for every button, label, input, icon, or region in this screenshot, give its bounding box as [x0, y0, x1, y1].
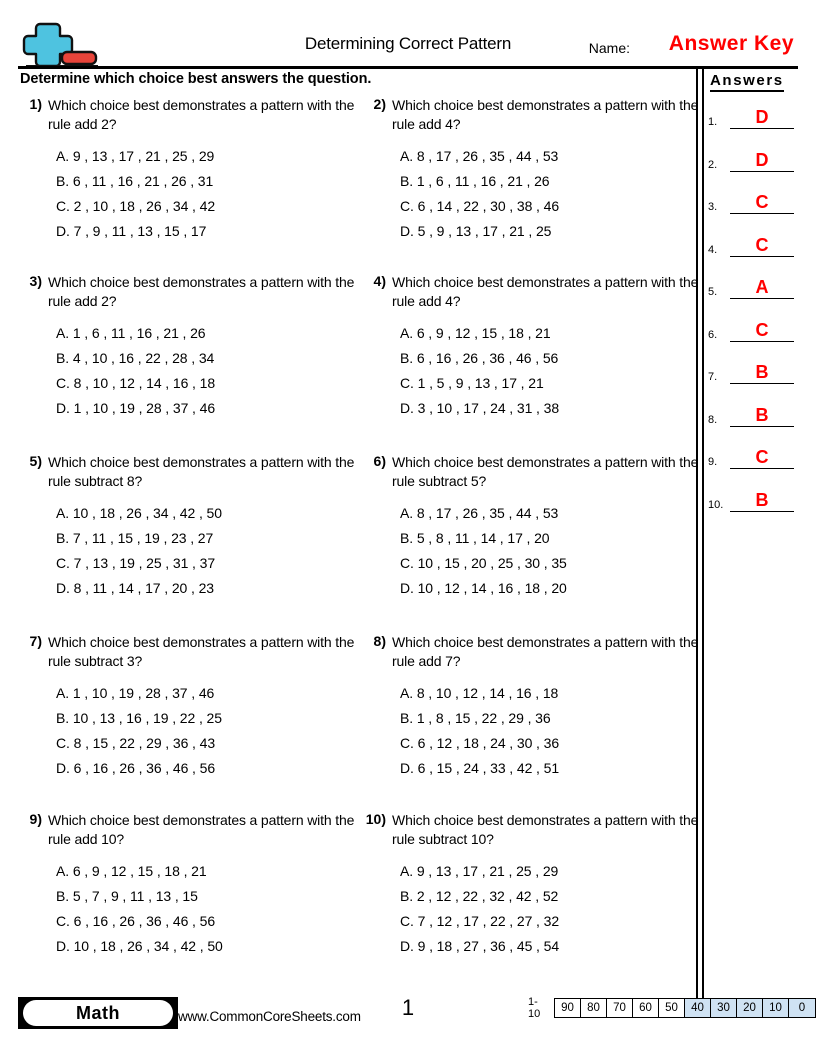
choice-option[interactable] — [400, 321, 706, 346]
grading-scale-cell: 10 — [763, 999, 789, 1017]
choice-letter: D. — [56, 938, 70, 954]
choice-letter: C. — [56, 555, 70, 571]
page-footer — [0, 995, 816, 1056]
choice-option[interactable] — [56, 321, 362, 346]
choices-list — [400, 144, 706, 244]
answer-value: C — [755, 319, 769, 340]
choice-letter: D. — [400, 580, 414, 596]
choice-sequence: 6 , 16 , 26 , 36 , 46 , 56 — [73, 760, 216, 776]
site-url: www.CommonCoreSheets.com — [178, 1009, 361, 1024]
answer-row — [708, 447, 798, 471]
choice-sequence: 1 , 5 , 9 , 13 , 17 , 21 — [417, 375, 544, 391]
question-body — [392, 453, 706, 601]
choice-option[interactable] — [400, 731, 706, 756]
question-text: Which choice best demonstrates a pattern with the rule subtract 3? — [48, 634, 355, 669]
answers-heading: Answers — [710, 72, 784, 92]
grading-scale-cell: 70 — [607, 999, 633, 1017]
choice-sequence: 4 , 10 , 16 , 22 , 28 , 34 — [72, 350, 215, 366]
answer-row — [708, 362, 798, 386]
question-10 — [360, 811, 706, 959]
question-number: 1) — [29, 96, 42, 112]
answer-row — [708, 235, 798, 259]
choice-letter: C. — [56, 198, 70, 214]
answer-value: C — [755, 234, 769, 255]
question-text: Which choice best demonstrates a pattern with the rule add 2? — [48, 274, 355, 309]
choice-option[interactable] — [56, 934, 362, 959]
grading-scale-cell: 60 — [633, 999, 659, 1017]
answer-blank-line[interactable] — [730, 490, 794, 512]
choices-list — [400, 321, 706, 421]
choice-letter: C. — [400, 555, 414, 571]
question-number: 9) — [29, 811, 42, 827]
choice-option[interactable] — [56, 576, 362, 601]
page-number: 1 — [401, 995, 415, 1020]
choice-sequence: 6 , 15 , 24 , 33 , 42 , 51 — [417, 760, 560, 776]
grading-scale-cell: 50 — [659, 999, 685, 1017]
choice-sequence: 6 , 14 , 22 , 30 , 38 , 46 — [417, 198, 560, 214]
choice-letter: B. — [56, 350, 70, 366]
answer-row — [708, 192, 798, 216]
choice-option[interactable] — [56, 526, 362, 551]
choice-option[interactable] — [56, 346, 362, 371]
question-text: Which choice best demonstrates a pattern with the rule add 10? — [48, 812, 355, 847]
choice-option[interactable] — [56, 681, 362, 706]
choice-option[interactable] — [400, 551, 706, 576]
question-number: 8) — [373, 633, 386, 649]
choice-letter: B. — [56, 710, 70, 726]
question-body — [48, 273, 362, 421]
question-body — [392, 811, 706, 959]
choice-letter: A. — [400, 505, 414, 521]
subject-badge-label: Math — [23, 1000, 173, 1026]
choices-list — [56, 859, 362, 959]
choice-sequence: 10 , 18 , 26 , 34 , 42 , 50 — [73, 938, 223, 954]
choice-letter: D. — [56, 760, 70, 776]
choice-sequence: 6 , 11 , 16 , 21 , 26 , 31 — [72, 173, 214, 189]
answer-blank-line[interactable] — [730, 107, 794, 129]
question-8 — [360, 633, 706, 781]
header-divider — [18, 66, 798, 69]
choice-sequence: 5 , 9 , 13 , 17 , 21 , 25 — [417, 223, 552, 239]
choice-sequence: 2 , 12 , 22 , 32 , 42 , 52 — [416, 888, 559, 904]
answer-blank-line[interactable] — [730, 235, 794, 257]
choice-option[interactable] — [400, 681, 706, 706]
choice-letter: C. — [56, 375, 70, 391]
answer-row — [708, 490, 798, 514]
question-body — [48, 811, 362, 959]
choice-sequence: 10 , 13 , 16 , 19 , 22 , 25 — [72, 710, 222, 726]
answer-number: 9. — [708, 456, 718, 468]
choice-letter: D. — [400, 938, 414, 954]
question-number: 7) — [29, 633, 42, 649]
choice-sequence: 9 , 13 , 17 , 21 , 25 , 29 — [72, 148, 215, 164]
choice-option[interactable] — [400, 859, 706, 884]
choice-sequence: 5 , 8 , 11 , 14 , 17 , 20 — [416, 530, 550, 546]
instructions-text: Determine which choice best answers the question. — [20, 71, 372, 87]
choice-letter: A. — [400, 685, 414, 701]
choice-sequence: 8 , 17 , 26 , 35 , 44 , 53 — [416, 148, 559, 164]
choice-sequence: 7 , 9 , 11 , 13 , 15 , 17 — [73, 223, 207, 239]
answer-blank-line[interactable] — [730, 405, 794, 427]
answer-row — [708, 320, 798, 344]
answer-blank-line[interactable] — [730, 192, 794, 214]
name-label: Name: — [588, 40, 630, 56]
question-text: Which choice best demonstrates a pattern with the rule add 4? — [392, 97, 699, 132]
choice-letter: A. — [56, 863, 70, 879]
choice-option[interactable] — [400, 169, 706, 194]
choice-letter: B. — [400, 710, 414, 726]
choice-option[interactable] — [56, 706, 362, 731]
answer-value: B — [755, 404, 769, 425]
choice-letter: C. — [400, 913, 414, 929]
answer-blank-line[interactable] — [730, 320, 794, 342]
page-header — [0, 0, 816, 68]
question-1 — [16, 96, 362, 244]
answer-number: 5. — [708, 286, 718, 298]
choice-sequence: 8 , 17 , 26 , 35 , 44 , 53 — [416, 505, 559, 521]
choice-letter: D. — [56, 223, 70, 239]
choice-sequence: 10 , 15 , 20 , 25 , 30 , 35 — [417, 555, 567, 571]
answer-number: 4. — [708, 243, 718, 256]
answer-blank-line[interactable] — [730, 150, 794, 172]
choice-sequence: 10 , 12 , 14 , 16 , 18 , 20 — [417, 580, 567, 596]
choice-letter: A. — [56, 148, 70, 164]
answer-value: B — [755, 489, 769, 510]
grading-scale-cell: 90 — [555, 999, 581, 1017]
choices-list — [56, 501, 362, 601]
choice-letter: A. — [400, 863, 414, 879]
question-body — [392, 633, 706, 781]
question-number: 2) — [373, 96, 386, 112]
choice-letter: A. — [56, 505, 70, 521]
choices-list — [56, 681, 362, 781]
choice-option[interactable] — [400, 371, 706, 396]
answer-value: D — [755, 149, 769, 170]
choice-letter: A. — [400, 148, 414, 164]
answer-row — [708, 107, 798, 131]
choice-letter: D. — [56, 400, 70, 416]
choice-option[interactable] — [400, 144, 706, 169]
question-number: 10) — [365, 811, 386, 827]
choice-letter: B. — [400, 173, 414, 189]
choice-letter: B. — [400, 888, 414, 904]
answer-number: 2. — [708, 158, 718, 171]
choice-sequence: 7 , 11 , 15 , 19 , 23 , 27 — [72, 530, 214, 546]
question-9 — [16, 811, 362, 959]
choice-option[interactable] — [400, 909, 706, 934]
choice-option[interactable] — [400, 396, 706, 421]
question-number: 6) — [373, 453, 386, 469]
question-text: Which choice best demonstrates a pattern with the rule subtract 8? — [48, 454, 355, 489]
question-body — [392, 96, 706, 244]
choice-option[interactable] — [56, 756, 362, 781]
choice-option[interactable] — [400, 219, 706, 244]
question-body — [392, 273, 706, 421]
choice-option[interactable] — [400, 934, 706, 959]
choice-sequence: 2 , 10 , 18 , 26 , 34 , 42 — [73, 198, 216, 214]
choice-letter: B. — [56, 888, 70, 904]
choice-sequence: 1 , 8 , 15 , 22 , 29 , 36 — [416, 710, 551, 726]
answer-row — [708, 405, 798, 429]
choice-option[interactable] — [56, 909, 362, 934]
choice-sequence: 6 , 12 , 18 , 24 , 30 , 36 — [417, 735, 560, 751]
grading-scale-cell: 40 — [685, 999, 711, 1017]
answer-number: 10. — [708, 498, 724, 511]
choice-sequence: 1 , 6 , 11 , 16 , 21 , 26 — [72, 325, 206, 341]
question-body — [48, 453, 362, 601]
choice-option[interactable] — [400, 526, 706, 551]
question-body — [48, 633, 362, 781]
grading-scale-cell: 80 — [581, 999, 607, 1017]
choice-option[interactable] — [400, 756, 706, 781]
choice-sequence: 3 , 10 , 17 , 24 , 31 , 38 — [417, 400, 560, 416]
answer-key-badge: Answer Key — [668, 32, 794, 55]
answer-row — [708, 150, 798, 174]
question-2 — [360, 96, 706, 244]
choices-list — [56, 321, 362, 421]
choice-sequence: 8 , 10 , 12 , 14 , 16 , 18 — [416, 685, 559, 701]
choice-sequence: 1 , 6 , 11 , 16 , 21 , 26 — [416, 173, 550, 189]
question-text: Which choice best demonstrates a pattern with the rule subtract 10? — [392, 812, 699, 847]
choice-option[interactable] — [56, 731, 362, 756]
question-text: Which choice best demonstrates a pattern with the rule add 4? — [392, 274, 699, 309]
choice-sequence: 7 , 12 , 17 , 22 , 27 , 32 — [417, 913, 560, 929]
question-number: 5) — [29, 453, 42, 469]
choice-sequence: 6 , 16 , 26 , 36 , 46 , 56 — [73, 913, 216, 929]
choice-letter: D. — [56, 580, 70, 596]
answer-number: 1. — [708, 116, 718, 128]
choice-letter: B. — [400, 350, 414, 366]
answer-blank-line[interactable] — [730, 362, 794, 384]
choice-option[interactable] — [56, 859, 362, 884]
choices-list — [400, 859, 706, 959]
choice-option[interactable] — [56, 144, 362, 169]
grading-scale-cell: 0 — [789, 999, 815, 1017]
grading-scale — [528, 996, 816, 1020]
question-text: Which choice best demonstrates a pattern with the rule subtract 5? — [392, 454, 699, 489]
grading-scale-cell: 20 — [737, 999, 763, 1017]
choice-option[interactable] — [400, 194, 706, 219]
choice-option[interactable] — [56, 396, 362, 421]
choice-letter: B. — [56, 530, 70, 546]
choice-letter: D. — [400, 760, 414, 776]
choice-letter: A. — [56, 685, 70, 701]
choice-letter: D. — [400, 400, 414, 416]
choice-option[interactable] — [56, 371, 362, 396]
choice-option[interactable] — [400, 706, 706, 731]
answer-value: C — [755, 192, 769, 212]
choice-letter: C. — [400, 198, 414, 214]
choice-sequence: 10 , 18 , 26 , 34 , 42 , 50 — [72, 505, 222, 521]
choice-letter: B. — [400, 530, 414, 546]
choice-letter: C. — [56, 913, 70, 929]
choices-list — [400, 501, 706, 601]
choice-letter: B. — [56, 173, 70, 189]
choice-sequence: 6 , 9 , 12 , 15 , 18 , 21 — [416, 325, 551, 341]
question-4 — [360, 273, 706, 421]
choice-sequence: 6 , 9 , 12 , 15 , 18 , 21 — [72, 863, 207, 879]
question-text: Which choice best demonstrates a pattern with the rule add 7? — [392, 634, 699, 669]
answer-blank-line[interactable] — [730, 277, 794, 299]
choices-list — [56, 144, 362, 244]
choice-letter: A. — [400, 325, 414, 341]
choice-letter: C. — [400, 375, 414, 391]
choice-sequence: 9 , 18 , 27 , 36 , 45 , 54 — [417, 938, 560, 954]
choice-sequence: 8 , 11 , 14 , 17 , 20 , 23 — [73, 580, 214, 596]
choice-letter: A. — [56, 325, 70, 341]
choice-option[interactable] — [400, 346, 706, 371]
answer-number: 7. — [708, 371, 718, 383]
question-3 — [16, 273, 362, 421]
choice-option[interactable] — [400, 576, 706, 601]
choice-option[interactable] — [400, 884, 706, 909]
answer-number: 6. — [708, 328, 718, 341]
choice-option[interactable] — [56, 194, 362, 219]
choice-sequence: 8 , 10 , 12 , 14 , 16 , 18 — [73, 375, 216, 391]
choice-sequence: 6 , 16 , 26 , 36 , 46 , 56 — [416, 350, 559, 366]
question-number: 3) — [29, 273, 42, 289]
choice-letter: C. — [400, 735, 414, 751]
choice-option[interactable] — [56, 884, 362, 909]
page-title: Determining Correct Pattern — [304, 34, 512, 53]
question-body — [48, 96, 362, 244]
choice-option[interactable] — [56, 219, 362, 244]
choice-option[interactable] — [56, 169, 362, 194]
answer-value: B — [755, 362, 769, 382]
question-7 — [16, 633, 362, 781]
choice-sequence: 7 , 13 , 19 , 25 , 31 , 37 — [73, 555, 216, 571]
choice-sequence: 9 , 13 , 17 , 21 , 25 , 29 — [416, 863, 559, 879]
grading-scale-cell: 30 — [711, 999, 737, 1017]
choice-sequence: 5 , 7 , 9 , 11 , 13 , 15 — [72, 888, 198, 904]
choice-letter: C. — [56, 735, 70, 751]
answer-value: C — [755, 447, 769, 467]
answer-row — [708, 277, 798, 301]
answer-value: A — [755, 277, 769, 297]
choice-option[interactable] — [56, 501, 362, 526]
choice-letter: D. — [400, 223, 414, 239]
choice-sequence: 1 , 10 , 19 , 28 , 37 , 46 — [73, 400, 216, 416]
choice-sequence: 8 , 15 , 22 , 29 , 36 , 43 — [73, 735, 216, 751]
choice-sequence: 1 , 10 , 19 , 28 , 37 , 46 — [72, 685, 215, 701]
choice-option[interactable] — [400, 501, 706, 526]
question-5 — [16, 453, 362, 601]
answer-number: 3. — [708, 201, 718, 213]
answer-number: 8. — [708, 413, 718, 426]
choice-option[interactable] — [56, 551, 362, 576]
question-number: 4) — [373, 273, 386, 289]
grading-scale-cells — [554, 998, 816, 1018]
choices-list — [400, 681, 706, 781]
question-6 — [360, 453, 706, 601]
grading-scale-label: 1-10 — [528, 996, 541, 1020]
answer-value: D — [755, 107, 769, 127]
question-text: Which choice best demonstrates a pattern with the rule add 2? — [48, 97, 355, 132]
answer-blank-line[interactable] — [730, 447, 794, 469]
